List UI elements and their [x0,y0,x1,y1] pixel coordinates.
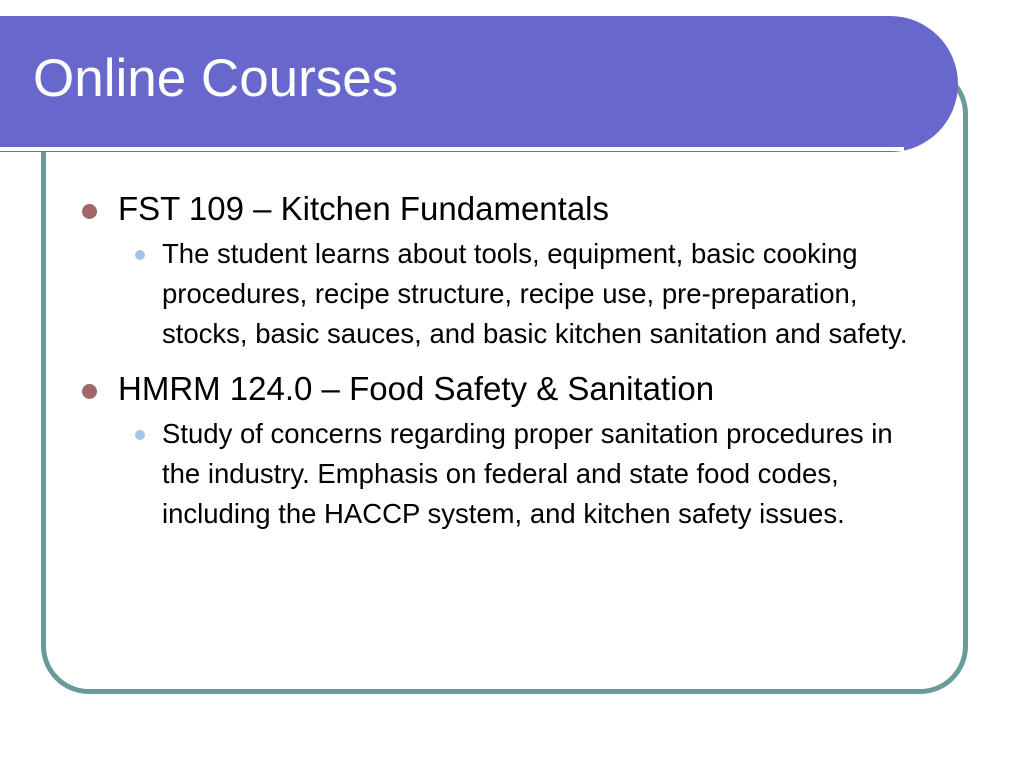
course-heading-label: FST 109 – Kitchen Fundamentals [118,190,610,227]
sub-bullet-icon [135,250,145,260]
sub-bullet-icon [135,430,145,440]
bullet-icon [82,204,97,219]
course-heading-hmrm-124 [80,366,960,412]
course-description-label: The student learns about tools, equipment, basic cooking procedures, recipe structure, recipe use, pre-preparation, stocks, basic sauces, and basic kitchen sanitation and safety. [162,238,908,349]
course-description-hmrm-124 [118,414,912,534]
course-heading-label: HMRM 124.0 – Food Safety & Sanitation [118,370,715,407]
title-underline [0,147,904,151]
bullet-icon [82,384,97,399]
page-title: Online Courses [33,49,399,108]
course-description-fst-109 [118,234,912,354]
course-description-label: Study of concerns regarding proper sanitation procedures in the industry. Emphasis on federal and state food codes, including the HACCP system, and kitchen safety issues. [162,418,893,529]
bullet-list [80,186,960,546]
course-heading-fst-109 [80,186,960,232]
